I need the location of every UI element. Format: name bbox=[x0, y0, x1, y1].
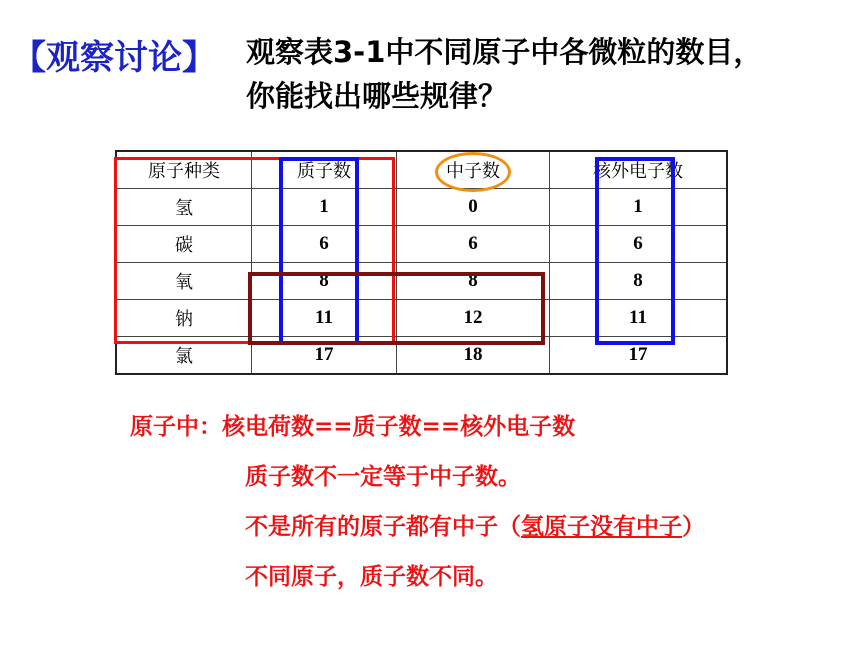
table-row bbox=[116, 337, 727, 375]
atom-name: 钠 bbox=[116, 300, 252, 337]
atom-particle-table bbox=[115, 150, 728, 375]
conclusion-line-3 bbox=[245, 508, 705, 541]
table-row bbox=[116, 263, 727, 300]
table-row bbox=[116, 226, 727, 263]
question-line-2: 你能找出哪些规律？ bbox=[246, 79, 508, 113]
electron-count: 8 bbox=[550, 263, 728, 300]
atom-name: 氯 bbox=[116, 337, 252, 375]
electron-count: 11 bbox=[550, 300, 728, 337]
conclusion-line-3-underlined: 氢原子没有中子 bbox=[521, 514, 682, 540]
electron-count: 17 bbox=[550, 337, 728, 375]
question-text bbox=[246, 30, 846, 118]
atom-name: 氧 bbox=[116, 263, 252, 300]
conclusion-line-4: 不同原子，质子数不同。 bbox=[245, 564, 498, 590]
question-line-1: 观察表3-1中不同原子中各微粒的数目， bbox=[246, 35, 763, 69]
conclusion-line-1: 原子中：核电荷数==质子数==核外电子数 bbox=[130, 414, 576, 440]
proton-count: 8 bbox=[252, 263, 397, 300]
neutron-count: 12 bbox=[397, 300, 550, 337]
col-header-electrons: 核外电子数 bbox=[550, 151, 728, 189]
atom-name: 氢 bbox=[116, 189, 252, 226]
col-header-neutrons: 中子数 bbox=[397, 151, 550, 189]
conclusion-line-3-prefix: 不是所有的原子都有中子（ bbox=[245, 514, 521, 540]
neutron-count: 0 bbox=[397, 189, 550, 226]
table-row bbox=[116, 189, 727, 226]
conclusion-line-2: 质子数不一定等于中子数。 bbox=[245, 464, 521, 490]
proton-count: 17 bbox=[252, 337, 397, 375]
electron-count: 1 bbox=[550, 189, 728, 226]
proton-count: 1 bbox=[252, 189, 397, 226]
electron-count: 6 bbox=[550, 226, 728, 263]
table-header-row bbox=[116, 151, 727, 189]
atom-name: 碳 bbox=[116, 226, 252, 263]
neutron-count: 6 bbox=[397, 226, 550, 263]
proton-count: 6 bbox=[252, 226, 397, 263]
proton-count: 11 bbox=[252, 300, 397, 337]
neutron-count: 8 bbox=[397, 263, 550, 300]
col-header-protons: 质子数 bbox=[252, 151, 397, 189]
col-header-atom-type: 原子种类 bbox=[116, 151, 252, 189]
table-row bbox=[116, 300, 727, 337]
conclusion-line-3-suffix: ） bbox=[682, 514, 705, 540]
neutron-count: 18 bbox=[397, 337, 550, 375]
section-tag: 【观察讨论】 bbox=[12, 38, 216, 78]
